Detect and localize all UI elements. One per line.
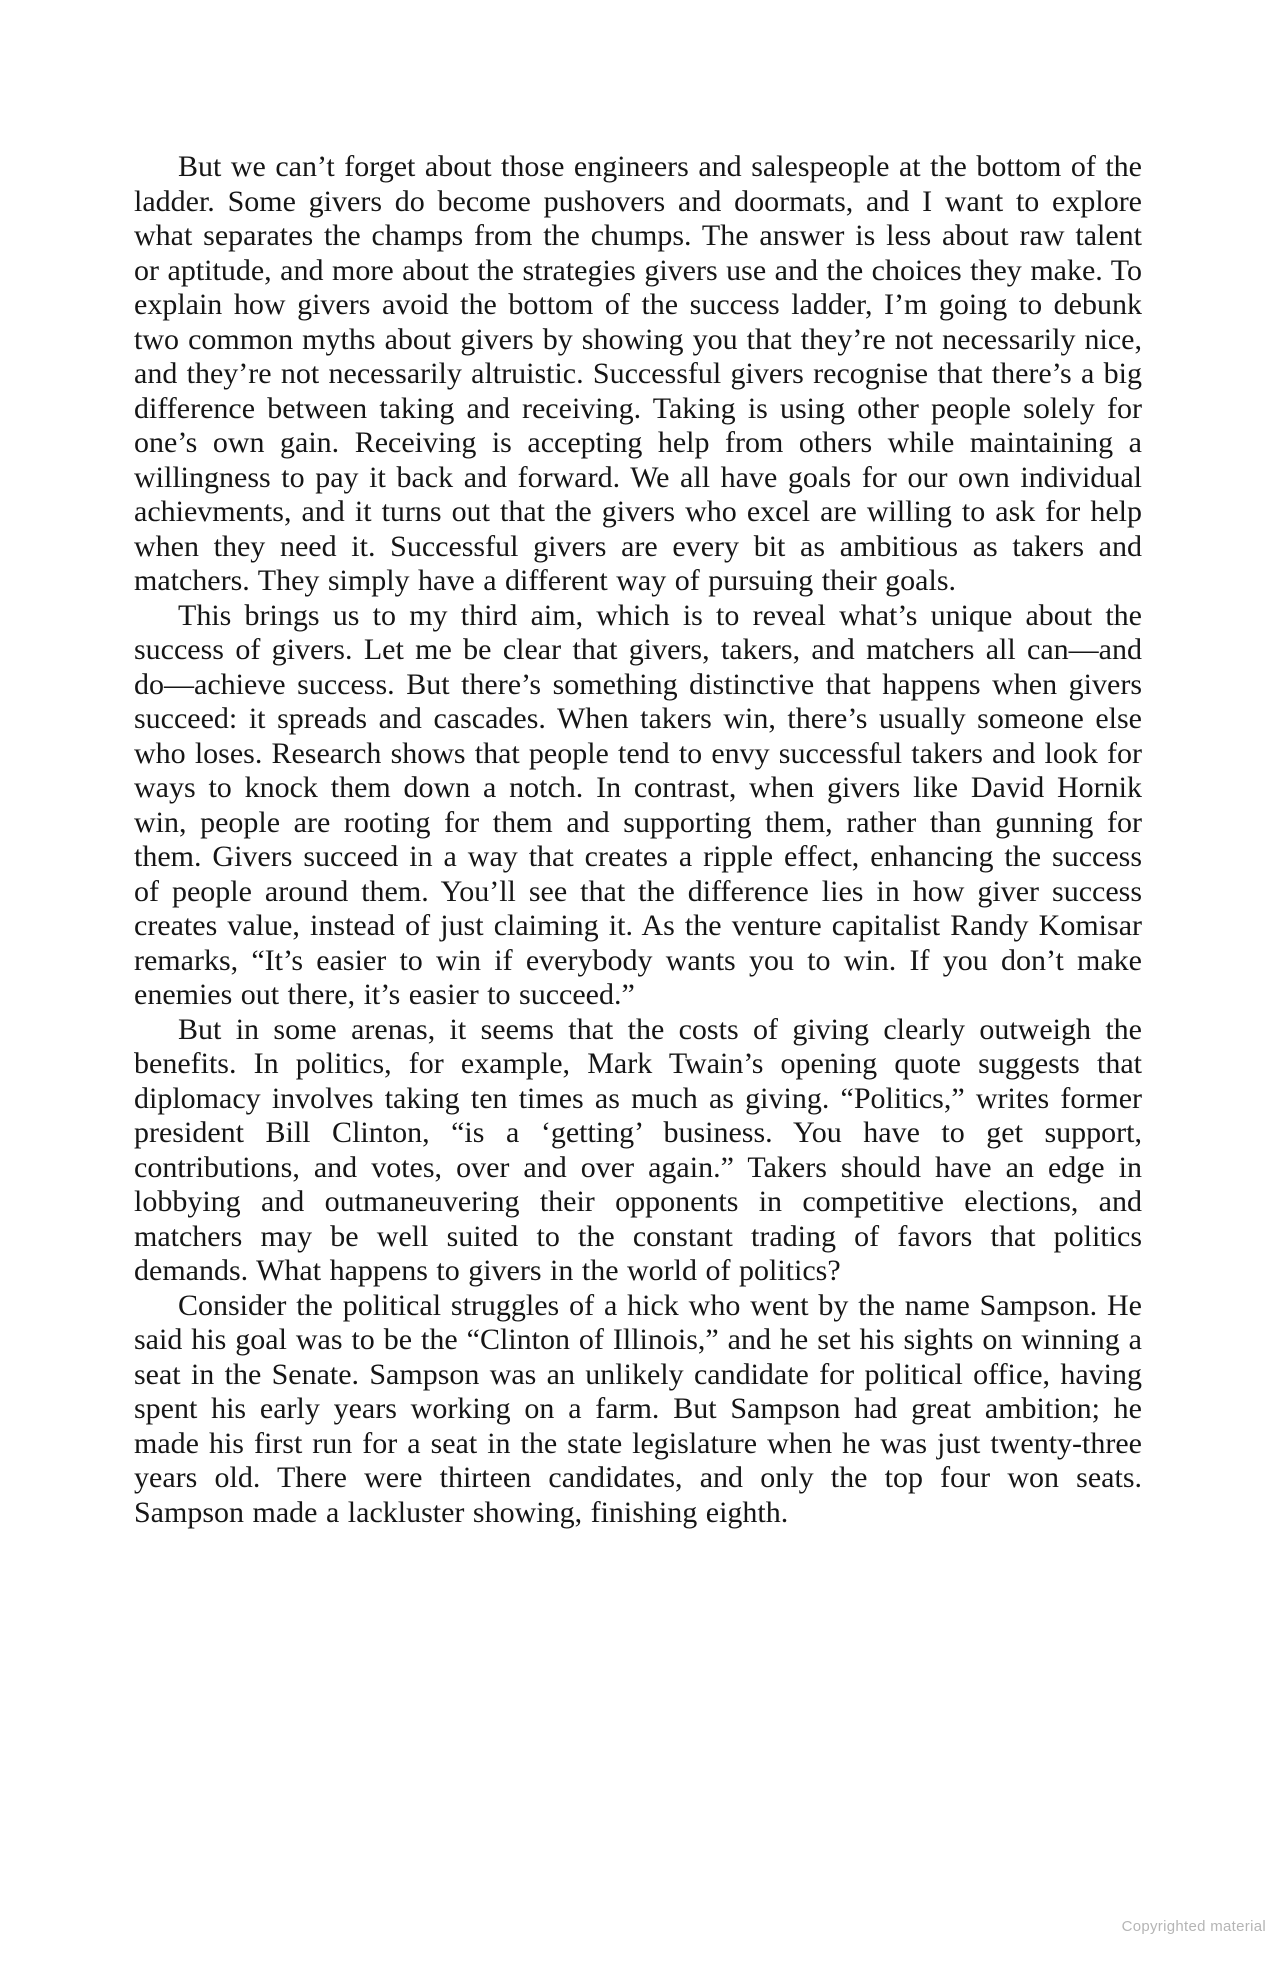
paragraph-2: This brings us to my third aim, which is to reveal what’s unique about the success of givers. Let me be clear that givers, takers, and matchers all can—and do—achieve success. But there’s something distinctive that happens when givers succeed: it spreads and cascades. When takers win, there’s usually someone else who loses. Research shows that people tend to envy successful takers and look for ways to knock them down a notch. In contrast, when givers like David Hornik win, people are rooting for them and supporting them, rather than gunning for them. Givers succeed in a way that creates a ripple effect, enhancing the success of people around them. You’ll see that the difference lies in how giver success creates value, instead of just claiming it. As the venture capitalist Randy Komisar remarks, “It’s easier to win if everybody wants you to win. If you don’t make enemies out there, it’s easier to succeed.”: [134, 598, 1142, 1011]
paragraph-3: But in some arenas, it seems that the costs of giving clearly outweigh the benefits. In politics, for example, Mark Twain’s opening quote suggests that diplomacy involves taking ten times as much as giving. “Politics,” writes former president Bill Clinton, “is a ‘getting’ business. You have to get support, contributions, and votes, over and over again.” Takers should have an edge in lobbying and outmaneuvering their opponents in competitive elections, and matchers may be well suited to the constant trading of favors that politics demands. What happens to givers in the world of politics?: [134, 1012, 1142, 1287]
paragraph-1: But we can’t forget about those engineers and salespeople at the bottom of the ladder. Some givers do become pushovers and doormats, and I want to explore what separates the champs from the chumps. The answer is less about raw talent or aptitude, and more about the strategies givers use and the choices they make. To explain how givers avoid the bottom of the success ladder, I’m going to debunk two common myths about givers by showing you that they’re not necessarily nice, and they’re not necessarily altruistic. Successful givers recognise that there’s a big difference between taking and receiving. Taking is using other people solely for one’s own gain. Receiving is accepting help from others while maintaining a willingness to pay it back and forward. We all have goals for our own individual achievments, and it turns out that the givers who excel are willing to ask for help when they need it. Successful givers are every bit as ambitious as takers and matchers. They simply have a different way of pursuing their goals.: [134, 150, 1142, 597]
body-text: [134, 150, 1142, 1530]
copyright-notice: Copyrighted material: [1121, 1918, 1266, 1935]
paragraph-4: Consider the political struggles of a hick who went by the name Sampson. He said his goal was to be the “Clinton of Illinois,” and he set his sights on winning a seat in the Senate. Sampson was an unlikely candidate for political office, having spent his early years working on a farm. But Sampson had great ambition; he made his first run for a seat in the state legislature when he was just twenty-three years old. There were thirteen candidates, and only the top four won seats. Sampson made a lackluster showing, finishing eighth.: [134, 1288, 1142, 1529]
